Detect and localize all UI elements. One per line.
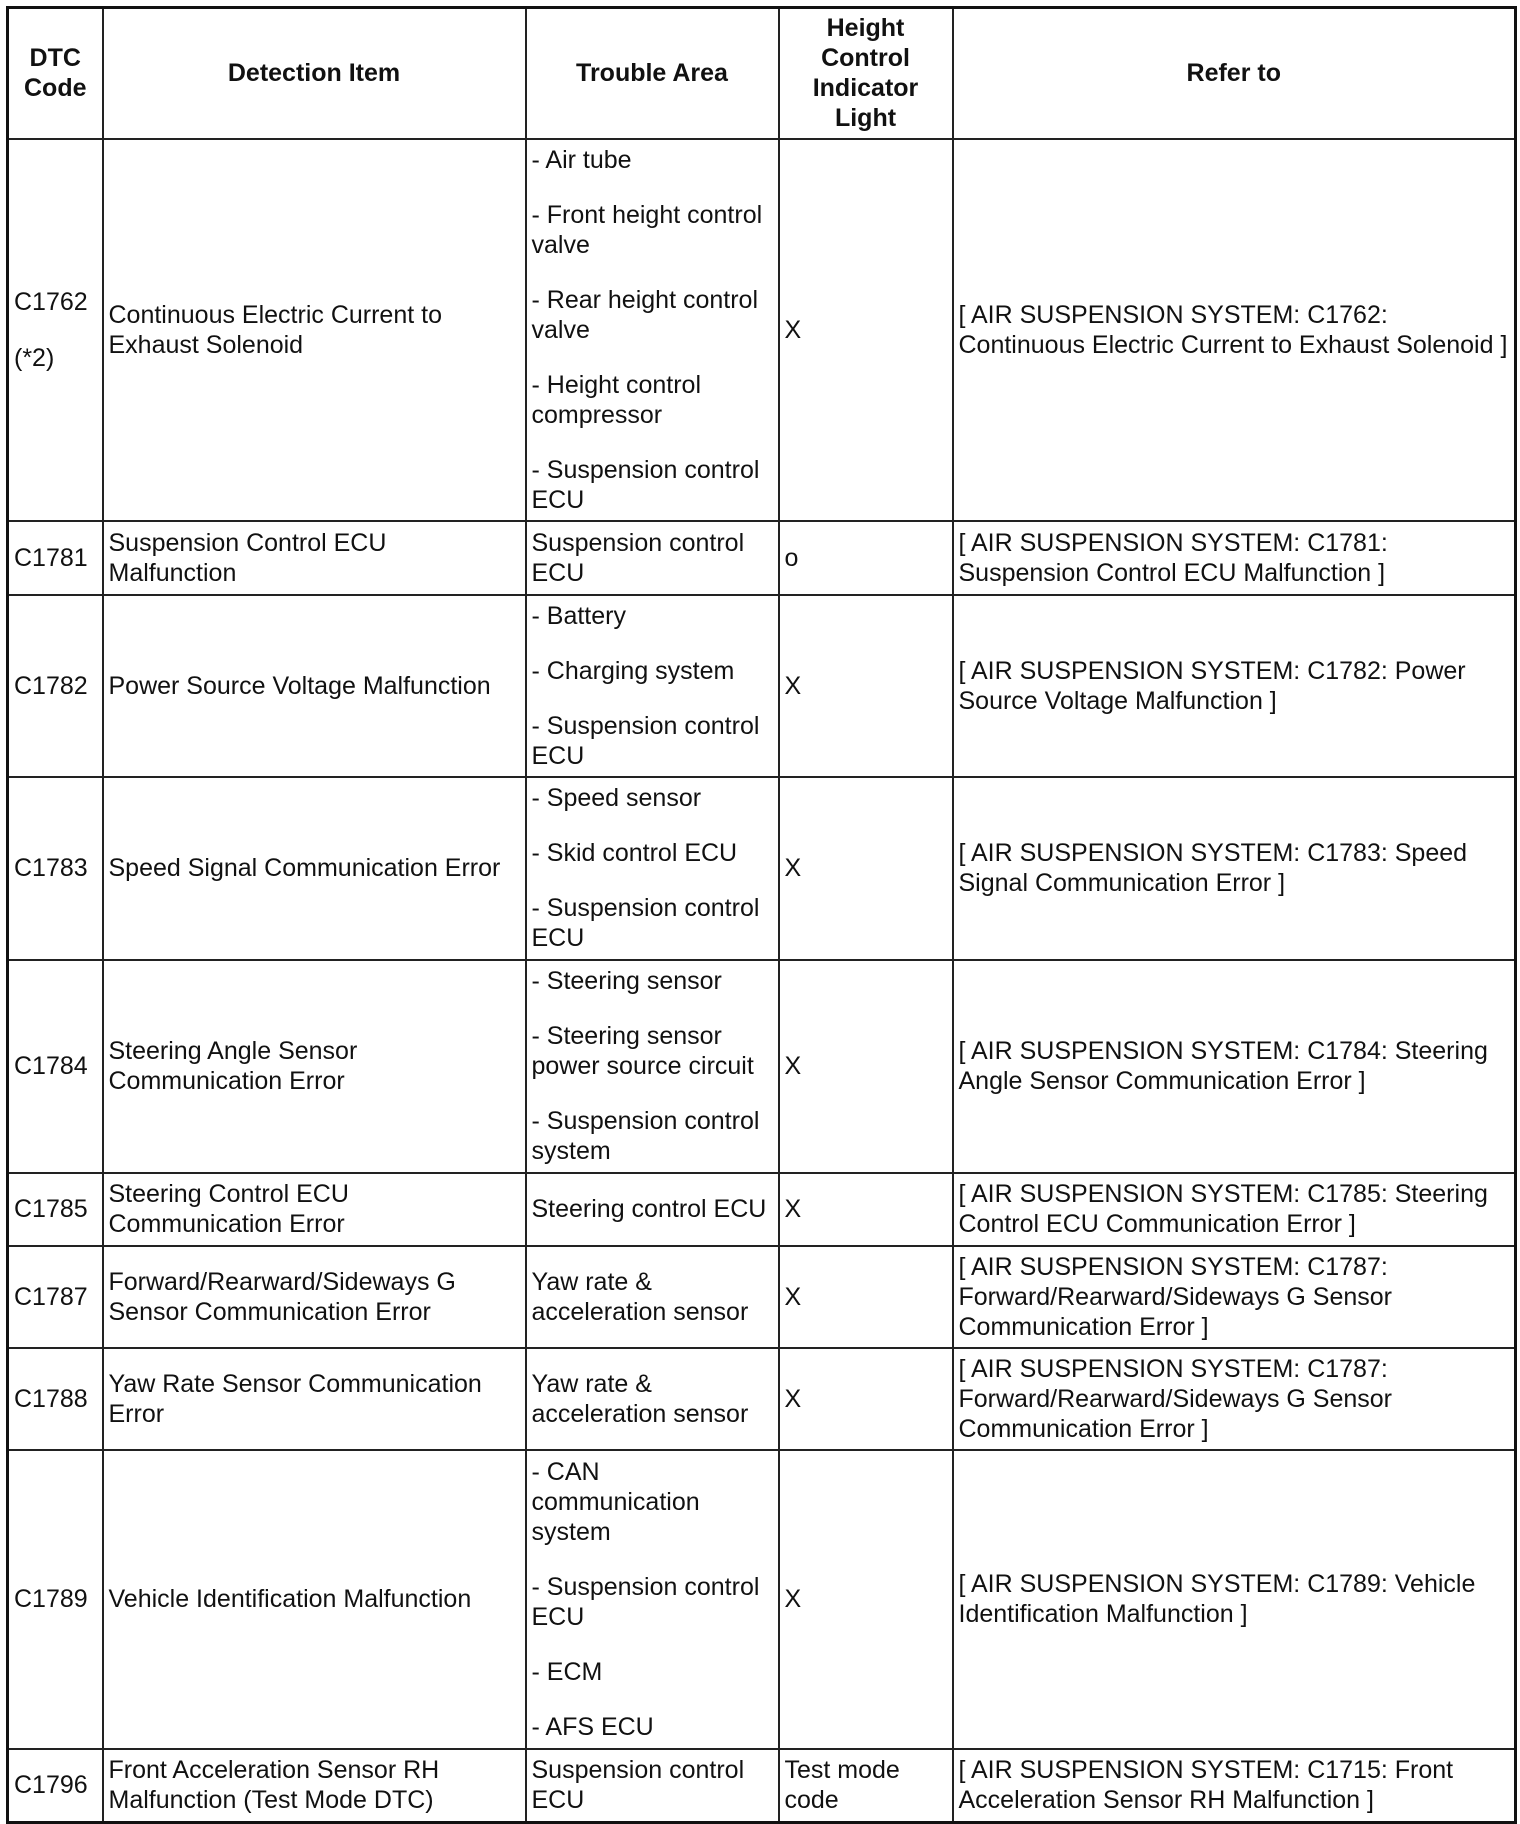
trouble-area-cell <box>526 1348 779 1450</box>
dtc-code: C1783 <box>8 777 103 960</box>
refer-to-link[interactable]: [ AIR SUSPENSION SYSTEM: C1784: Steering Angle Sensor Communication Error ] <box>953 960 1516 1173</box>
table-row <box>8 777 1516 960</box>
indicator-light-value: X <box>779 1173 953 1246</box>
indicator-light-value: X <box>779 595 953 777</box>
trouble-area-item: - Rear height control valve <box>531 285 759 344</box>
dtc-code: C1781 <box>8 521 103 595</box>
dtc-code: C1784 <box>8 960 103 1173</box>
indicator-light-value: X <box>779 777 953 960</box>
refer-to-link[interactable]: [ AIR SUSPENSION SYSTEM: C1781: Suspension Control ECU Malfunction ] <box>953 521 1516 595</box>
detection-item: Steering Angle Sensor Communication Error <box>103 960 526 1173</box>
detection-item: Vehicle Identification Malfunction <box>103 1450 526 1749</box>
indicator-light-value: X <box>779 1450 953 1749</box>
refer-to-link[interactable]: [ AIR SUSPENSION SYSTEM: C1762: Continuous Electric Current to Exhaust Solenoid ] <box>953 139 1516 521</box>
refer-to-link[interactable]: [ AIR SUSPENSION SYSTEM: C1787: Forward/Rearward/Sideways G Sensor Communication Error ] <box>953 1246 1516 1348</box>
table-row <box>8 595 1516 777</box>
trouble-area-cell <box>526 1173 779 1246</box>
detection-item: Speed Signal Communication Error <box>103 777 526 960</box>
table-row <box>8 1246 1516 1348</box>
trouble-area-cell <box>526 595 779 777</box>
trouble-area-item: - Skid control ECU <box>531 839 738 867</box>
trouble-area-cell <box>526 777 779 960</box>
table-row <box>8 521 1516 595</box>
table-row <box>8 1749 1516 1823</box>
table-row <box>8 1450 1516 1749</box>
detection-item: Front Acceleration Sensor RH Malfunction (Test Mode DTC) <box>103 1749 526 1823</box>
trouble-area-cell <box>526 1749 779 1823</box>
trouble-area-item: - Suspension control ECU <box>531 894 760 952</box>
trouble-area-item: - Suspension control ECU <box>531 1572 760 1631</box>
dtc-code: C1787 <box>8 1246 103 1348</box>
detection-item: Yaw Rate Sensor Communication Error <box>103 1348 526 1450</box>
table-row <box>8 960 1516 1173</box>
trouble-area-item: Suspension control ECU <box>531 528 745 587</box>
trouble-area-item: - Suspension control system <box>531 1107 760 1165</box>
refer-to-link[interactable]: [ AIR SUSPENSION SYSTEM: C1783: Speed Signal Communication Error ] <box>953 777 1516 960</box>
indicator-light-value: X <box>779 139 953 521</box>
trouble-area-item: - Air tube <box>531 145 632 174</box>
indicator-light-value: X <box>779 1348 953 1450</box>
trouble-area-item: Yaw rate & acceleration sensor <box>531 1369 749 1428</box>
refer-to-link[interactable]: [ AIR SUSPENSION SYSTEM: C1785: Steering Control ECU Communication Error ] <box>953 1173 1516 1246</box>
trouble-area-item: - Height control compressor <box>531 370 702 429</box>
trouble-area-item: - AFS ECU <box>531 1712 654 1741</box>
trouble-area-item: - Battery <box>531 601 626 630</box>
detection-item: Power Source Voltage Malfunction <box>103 595 526 777</box>
trouble-area-item: - Charging system <box>531 656 735 685</box>
trouble-area-item: - Suspension control ECU <box>531 711 760 770</box>
refer-to-link[interactable]: [ AIR SUSPENSION SYSTEM: C1782: Power Source Voltage Malfunction ] <box>953 595 1516 777</box>
dtc-table <box>6 6 1517 1824</box>
dtc-code: C1796 <box>8 1749 103 1823</box>
indicator-light-value: X <box>779 1246 953 1348</box>
dtc-code-cell <box>8 139 103 521</box>
trouble-area-item: Suspension control ECU <box>531 1756 745 1815</box>
indicator-light-value: o <box>779 521 953 595</box>
header-trouble-area: Trouble Area <box>526 8 779 139</box>
trouble-area-item: Yaw rate & acceleration sensor <box>531 1267 749 1326</box>
refer-to-link[interactable]: [ AIR SUSPENSION SYSTEM: C1789: Vehicle Identification Malfunction ] <box>953 1450 1516 1749</box>
detection-item: Steering Control ECU Communication Error <box>103 1173 526 1246</box>
detection-item: Continuous Electric Current to Exhaust Solenoid <box>103 139 526 521</box>
indicator-light-value: Test mode code <box>779 1749 953 1823</box>
refer-to-link[interactable]: [ AIR SUSPENSION SYSTEM: C1787: Forward/Rearward/Sideways G Sensor Communication Error ] <box>953 1348 1516 1450</box>
refer-to-link[interactable]: [ AIR SUSPENSION SYSTEM: C1715: Front Acceleration Sensor RH Malfunction ] <box>953 1749 1516 1823</box>
trouble-area-item: - Steering sensor <box>531 967 722 995</box>
trouble-area-item: - Front height control valve <box>531 200 763 259</box>
trouble-area-item: - Suspension control ECU <box>531 455 760 514</box>
trouble-area-item: - Speed sensor <box>531 784 702 812</box>
dtc-code: C1788 <box>8 1348 103 1450</box>
dtc-code-note: (*2) <box>14 343 55 372</box>
indicator-light-value: X <box>779 960 953 1173</box>
header-detection-item: Detection Item <box>103 8 526 139</box>
trouble-area-item: - ECM <box>531 1657 603 1686</box>
header-row <box>8 8 1516 139</box>
trouble-area-cell <box>526 1246 779 1348</box>
trouble-area-cell <box>526 960 779 1173</box>
header-indicator-light: Height Control Indicator Light <box>779 8 953 139</box>
dtc-code: C1782 <box>8 595 103 777</box>
detection-item: Suspension Control ECU Malfunction <box>103 521 526 595</box>
table-row <box>8 139 1516 521</box>
trouble-area-cell <box>526 521 779 595</box>
dtc-code: C1789 <box>8 1450 103 1749</box>
trouble-area-cell <box>526 139 779 521</box>
trouble-area-cell <box>526 1450 779 1749</box>
dtc-code: C1762 <box>14 287 88 316</box>
dtc-code: C1785 <box>8 1173 103 1246</box>
table-row <box>8 1348 1516 1450</box>
table-row <box>8 1173 1516 1246</box>
trouble-area-item: - CAN communication system <box>531 1457 700 1546</box>
trouble-area-item: - Steering sensor power source circuit <box>531 1022 754 1080</box>
header-dtc-code: DTC Code <box>8 8 103 139</box>
header-refer-to: Refer to <box>953 8 1516 139</box>
trouble-area-item: Steering control ECU <box>531 1195 767 1223</box>
detection-item: Forward/Rearward/Sideways G Sensor Communication Error <box>103 1246 526 1348</box>
